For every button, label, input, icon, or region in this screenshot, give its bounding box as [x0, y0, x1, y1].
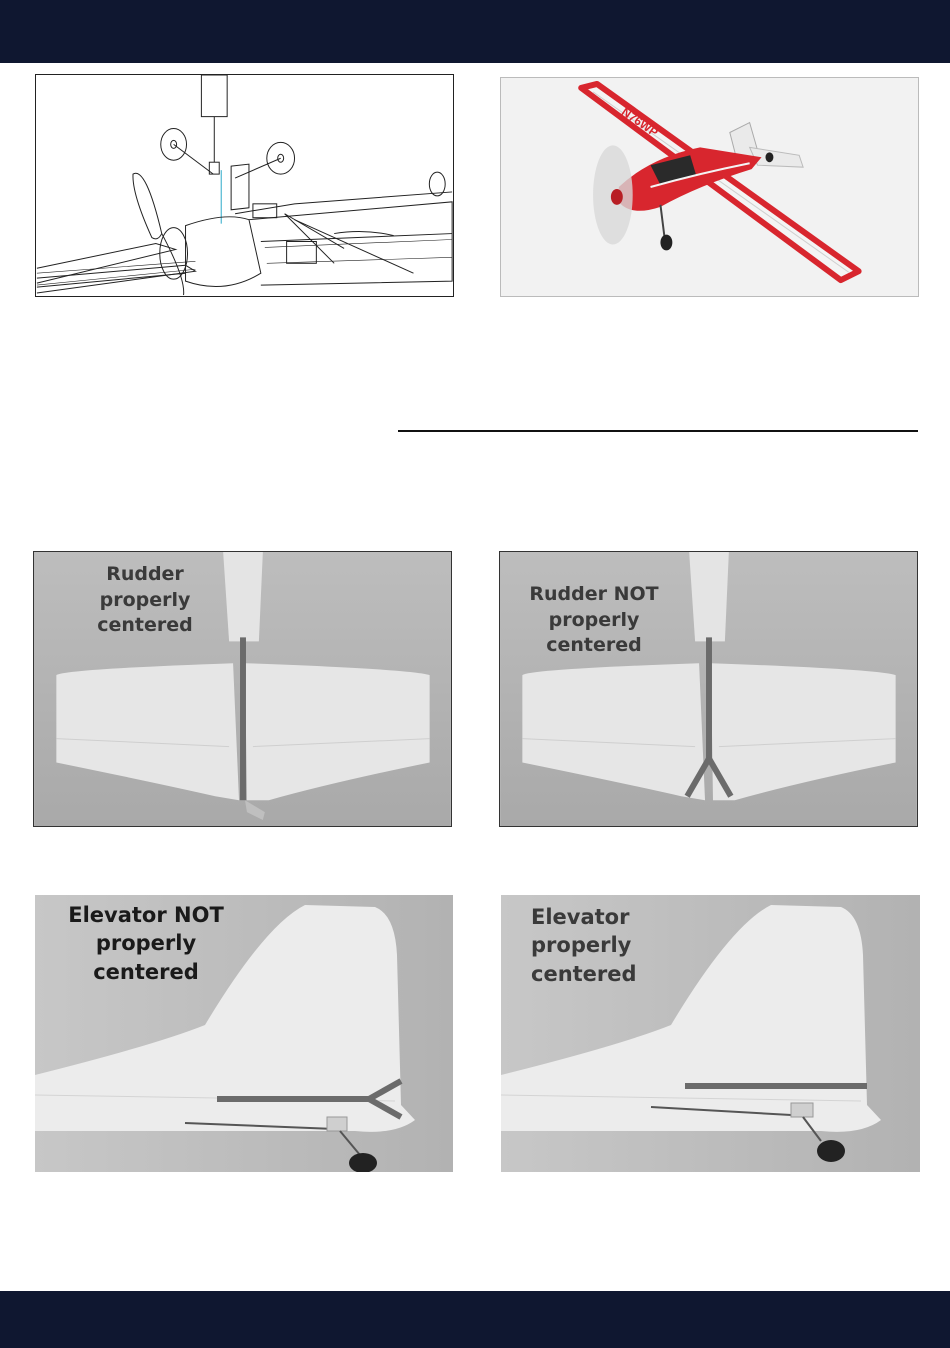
- caption-line: properly: [531, 933, 632, 958]
- caption-line: Elevator: [531, 905, 630, 929]
- plane-illustration: [501, 78, 918, 296]
- rudder-centered-caption: [80, 562, 210, 639]
- elevator-centered-photo: [501, 895, 920, 1172]
- section-divider: [398, 430, 918, 432]
- servo-install-drawing: [36, 75, 453, 296]
- footer-band: [0, 1291, 950, 1348]
- caption-line: centered: [531, 961, 637, 986]
- plane-photo: [500, 77, 919, 297]
- rudder-not-centered-photo: [499, 551, 918, 827]
- elevator-not-centered-caption: [41, 901, 251, 986]
- caption-line: Rudder: [106, 563, 184, 585]
- caption-line: Elevator NOT: [68, 903, 224, 927]
- caption-line: properly: [99, 588, 191, 611]
- registration-text: N76WP: [619, 104, 661, 140]
- header-band: [0, 0, 950, 63]
- elevator-not-centered-photo: [35, 895, 453, 1172]
- elevator-centered-caption: [531, 903, 661, 988]
- rudder-guide-line: [240, 637, 246, 800]
- caption-line: centered: [97, 614, 193, 637]
- elevator-guide-line: [217, 1096, 369, 1102]
- rudder-centered-photo: [33, 551, 452, 827]
- servo-install-diagram: [35, 74, 454, 297]
- elevator-guide-line: [685, 1083, 867, 1089]
- caption-line: properly centered: [546, 608, 642, 657]
- caption-line: properly centered: [93, 931, 199, 984]
- caption-line: Rudder NOT: [529, 583, 659, 605]
- rudder-not-centered-caption: [504, 582, 684, 659]
